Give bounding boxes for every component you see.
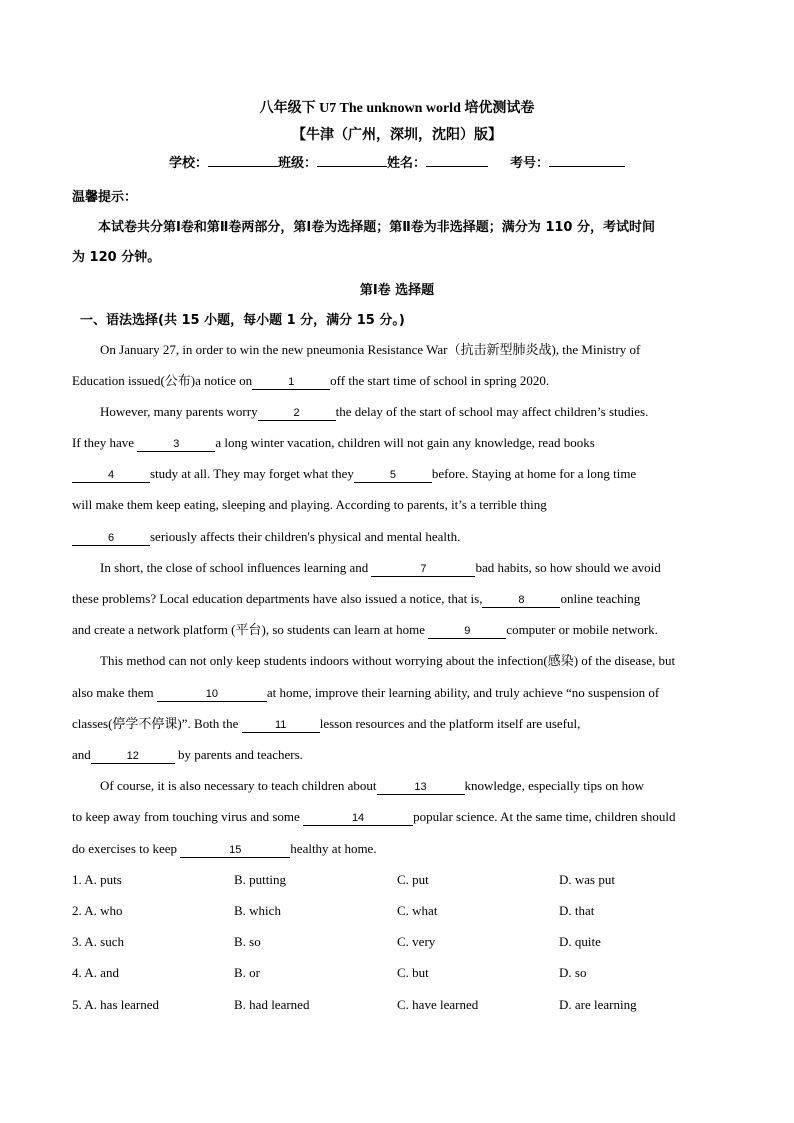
passage-text: off the start time of school in spring 2020. xyxy=(330,373,550,388)
question-3-option-b[interactable]: B. so xyxy=(234,934,261,949)
question-4-option-c[interactable]: C. but xyxy=(397,965,429,980)
passage-text: knowledge, especially tips on how xyxy=(464,778,644,793)
passage-text: If they have xyxy=(72,435,138,450)
student-info-row xyxy=(0,152,794,171)
blank-13[interactable]: 13 xyxy=(377,781,465,795)
passage-text: computer or mobile network. xyxy=(506,622,658,637)
question-1-option-b[interactable]: B. putting xyxy=(234,872,287,887)
question-3-option-c[interactable]: C. very xyxy=(397,934,436,949)
blank-4[interactable]: 4 xyxy=(72,469,150,483)
blank-2[interactable]: 2 xyxy=(258,407,336,421)
blank-11[interactable]: 11 xyxy=(242,719,320,733)
passage-text: online teaching xyxy=(560,591,641,606)
question-1-option-c[interactable]: C. put xyxy=(397,872,429,887)
passage-text: On January 27, in order to win the new pneumonia Resistance War（抗击新型肺炎战), the Ministry of xyxy=(100,342,641,357)
class-label: 班级： xyxy=(277,156,317,171)
question-5-option-c[interactable]: C. have learned xyxy=(397,997,479,1012)
blank-5[interactable]: 5 xyxy=(354,469,432,483)
passage-line xyxy=(100,778,752,795)
blank-9[interactable]: 9 xyxy=(428,625,506,639)
blank-14[interactable]: 14 xyxy=(303,812,413,826)
blank-6[interactable]: 6 xyxy=(72,532,150,546)
question-2-option-c[interactable]: C. what xyxy=(397,903,438,918)
passage-text: to keep away from touching virus and some xyxy=(72,809,304,824)
question-2-option-d[interactable]: D. that xyxy=(559,903,595,918)
question-2-option-b[interactable]: B. which xyxy=(234,903,281,918)
passage-text: healthy at home. xyxy=(290,841,377,856)
passage-text: these problems? Local education departments have also issued a notice, that is, xyxy=(72,591,483,606)
passage-text: lesson resources and the platform itself are useful, xyxy=(319,716,581,731)
question-5-option-d[interactable]: D. are learning xyxy=(559,997,637,1012)
passage-line xyxy=(100,342,752,358)
tips-text xyxy=(72,213,724,273)
passage-text: In short, the close of school influences learning and xyxy=(100,560,372,575)
tips-line-1: 本试卷共分第Ⅰ卷和第Ⅱ卷两部分，第Ⅰ卷为选择题；第Ⅱ卷为非选择题；满分为 110 分，考试时间 xyxy=(98,220,655,235)
question-3-option-d[interactable]: D. quite xyxy=(559,934,601,949)
passage-line xyxy=(72,809,724,826)
exam-edition: 【牛津（广州，深圳，沈阳）版】 xyxy=(292,128,502,143)
blank-15[interactable]: 15 xyxy=(180,844,290,858)
school-blank[interactable] xyxy=(208,154,278,167)
passage-text: at home, improve their learning ability, and truly achieve “no suspension of xyxy=(266,685,660,700)
passage-text: seriously affects their children's physical and mental health. xyxy=(150,529,461,544)
name-label: 姓名： xyxy=(387,156,427,171)
question-2-option-a[interactable]: 2. A. who xyxy=(72,903,123,918)
section-title: 第Ⅰ卷 选择题 xyxy=(359,283,435,298)
passage-line xyxy=(72,373,724,390)
part-one-heading: 一、语法选择(共 15 小题，每小题 1 分，满分 15 分。) xyxy=(80,313,405,328)
passage-text: do exercises to keep xyxy=(72,841,181,856)
passage-text: before. Staying at home for a long time xyxy=(431,466,637,481)
passage-text: also make them xyxy=(72,685,157,700)
passage-line xyxy=(100,404,752,421)
passage-text: and xyxy=(72,747,91,762)
question-1-option-a[interactable]: 1. A. puts xyxy=(72,872,122,887)
blank-7[interactable]: 7 xyxy=(371,563,475,577)
passage-text: However, many parents worry xyxy=(100,404,258,419)
passage-text: popular science. At the same time, children should xyxy=(413,809,676,824)
blank-1[interactable]: 1 xyxy=(252,376,330,390)
question-5-option-a[interactable]: 5. A. has learned xyxy=(72,997,160,1012)
passage-text: study at all. They may forget what they xyxy=(150,466,354,481)
blank-12[interactable]: 12 xyxy=(91,750,175,764)
passage-line xyxy=(72,435,724,452)
question-4-option-b[interactable]: B. or xyxy=(234,965,260,980)
tips-label: 温馨提示： xyxy=(72,190,138,205)
passage-line xyxy=(72,841,724,858)
passage-text: the delay of the start of school may affect children’s studies. xyxy=(335,404,649,419)
question-4-option-a[interactable]: 4. A. and xyxy=(72,965,119,980)
question-1-option-d[interactable]: D. was put xyxy=(559,872,615,887)
blank-3[interactable]: 3 xyxy=(137,438,215,452)
passage-line xyxy=(72,529,724,546)
question-5-option-b[interactable]: B. had learned xyxy=(234,997,310,1012)
exam-title: 八年级下 U7 The unknown world 培优测试卷 xyxy=(259,101,535,116)
passage-text: Education issued(公布)a notice on xyxy=(72,373,253,388)
passage-line xyxy=(72,685,724,702)
passage-line xyxy=(72,716,724,733)
passage-line xyxy=(72,591,724,608)
exam-no-label: 考号： xyxy=(510,156,550,171)
passage-line xyxy=(72,466,724,483)
name-blank[interactable] xyxy=(426,154,488,167)
tips-line-2: 为 120 分钟。 xyxy=(72,250,161,265)
passage-line xyxy=(100,560,752,577)
blank-8[interactable]: 8 xyxy=(482,594,560,608)
passage-text: a long winter vacation, children will not gain any knowledge, read books xyxy=(215,435,595,450)
passage-line xyxy=(72,497,724,513)
passage-text: This method can not only keep students indoors without worrying about the infection(感染) of the disease, but xyxy=(100,653,676,668)
passage-line xyxy=(72,622,724,639)
question-3-option-a[interactable]: 3. A. such xyxy=(72,934,124,949)
passage-text: bad habits, so how should we avoid xyxy=(475,560,661,575)
class-blank[interactable] xyxy=(317,154,387,167)
passage-text: will make them keep eating, sleeping and playing. According to parents, it’s a terrible thing xyxy=(72,497,547,512)
school-label: 学校： xyxy=(168,156,208,171)
passage-text: Of course, it is also necessary to teach children about xyxy=(100,778,377,793)
blank-10[interactable]: 10 xyxy=(157,688,267,702)
question-4-option-d[interactable]: D. so xyxy=(559,965,587,980)
passage-line xyxy=(100,653,752,669)
passage-line xyxy=(72,747,724,764)
passage-text: by parents and teachers. xyxy=(174,747,303,762)
passage-text: and create a network platform (平台), so students can learn at home xyxy=(72,622,429,637)
exam-no-blank[interactable] xyxy=(549,154,625,167)
passage-text: classes(停学不停课)”. Both the xyxy=(72,716,242,731)
